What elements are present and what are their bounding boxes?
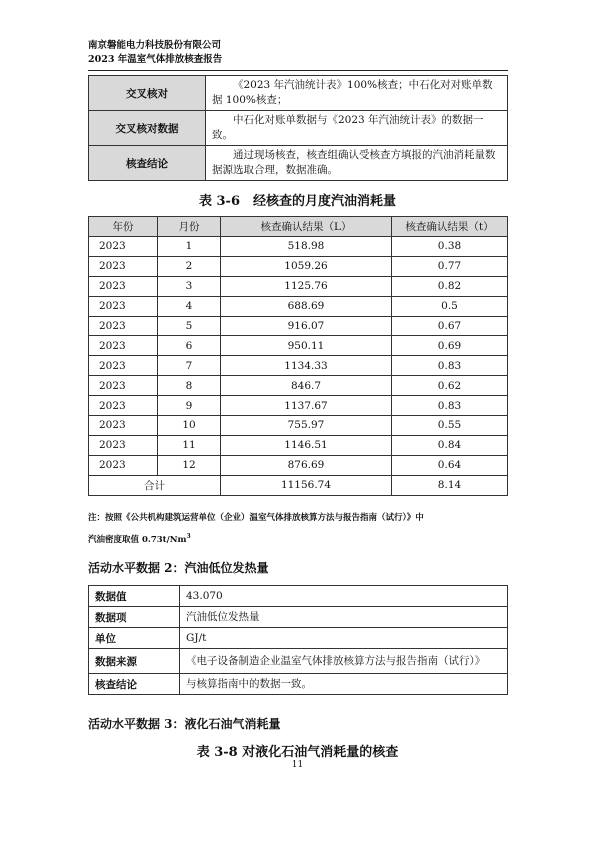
cell-month: 3	[158, 276, 221, 296]
monthly-gasoline-table	[88, 216, 508, 496]
cell-tons: 0.64	[392, 455, 508, 475]
row-value: 《电子设备制造企业温室气体排放核算方法与报告指南（试行）》	[180, 649, 508, 674]
total-liters: 11156.74	[221, 475, 392, 495]
table-row	[89, 455, 508, 475]
cell-tons: 0.69	[392, 336, 508, 356]
page-header	[88, 39, 508, 71]
row-key: 数据项	[89, 607, 180, 628]
cell-month: 9	[158, 396, 221, 416]
row-value: 与核算指南中的数据一致。	[180, 674, 508, 695]
company-name: 南京磐能电力科技股份有限公司	[88, 40, 222, 51]
table-3-6-caption: 表 3-6 经核查的月度汽油消耗量	[198, 194, 396, 209]
verification-table	[88, 75, 508, 181]
cell-year: 2023	[89, 455, 158, 475]
cell-year: 2023	[89, 336, 158, 356]
total-tons: 8.14	[392, 475, 508, 495]
table-header-row	[89, 217, 508, 237]
cell-month: 1	[158, 237, 221, 257]
row-key: 交叉核对	[89, 76, 206, 111]
cell-tons: 0.67	[392, 316, 508, 336]
cell-month: 12	[158, 455, 221, 475]
note-line-2	[88, 530, 518, 547]
row-value: 43.070	[180, 586, 508, 607]
table-note	[88, 511, 518, 547]
cell-liters: 1125.76	[221, 276, 392, 296]
table-row	[89, 649, 508, 674]
activity-2-title: 活动水平数据 2：汽油低位发热量	[88, 561, 269, 575]
total-row	[89, 475, 508, 495]
row-key: 核查结论	[89, 146, 206, 181]
table-row	[89, 336, 508, 356]
cell-liters: 950.11	[221, 336, 392, 356]
table-row	[89, 674, 508, 695]
row-key: 数据值	[89, 586, 180, 607]
table-row	[89, 316, 508, 336]
table-row	[89, 416, 508, 436]
row-value: 通过现场核查，核查组确认受核查方填报的汽油消耗量数据源选取合理，数据准确。	[206, 146, 508, 181]
total-label: 合计	[89, 475, 221, 495]
report-title: 2023 年温室气体排放核查报告	[88, 54, 223, 65]
cell-liters: 1146.51	[221, 435, 392, 455]
table-row	[89, 586, 508, 607]
cell-tons: 0.62	[392, 376, 508, 396]
cell-month: 7	[158, 356, 221, 376]
cell-year: 2023	[89, 396, 158, 416]
table-row	[89, 376, 508, 396]
row-value: 中石化对账单数据与《2023 年汽油统计表》的数据一致。	[206, 111, 508, 146]
cell-year: 2023	[89, 316, 158, 336]
cell-year: 2023	[89, 237, 158, 257]
table-row	[89, 111, 508, 146]
cell-month: 6	[158, 336, 221, 356]
activity-3-title: 活动水平数据 3：液化石油气消耗量	[88, 717, 281, 731]
cell-liters: 846.7	[221, 376, 392, 396]
header-liters: 核查确认结果（L）	[221, 217, 392, 237]
cell-month: 4	[158, 296, 221, 316]
table-row	[89, 146, 508, 181]
header-year: 年份	[89, 217, 158, 237]
table-row	[89, 435, 508, 455]
cell-liters: 1137.67	[221, 396, 392, 416]
row-key: 核查结论	[89, 674, 180, 695]
cell-month: 8	[158, 376, 221, 396]
row-value: 汽油低位发热量	[180, 607, 508, 628]
cell-month: 5	[158, 316, 221, 336]
cell-tons: 0.83	[392, 396, 508, 416]
page-number: 11	[291, 760, 304, 770]
cell-year: 2023	[89, 416, 158, 436]
cell-year: 2023	[89, 276, 158, 296]
table-row	[89, 76, 508, 111]
cell-liters: 916.07	[221, 316, 392, 336]
cell-tons: 0.77	[392, 256, 508, 276]
cell-liters: 518.98	[221, 237, 392, 257]
row-value: GJ/t	[180, 628, 508, 649]
note-superscript: 3	[186, 533, 191, 540]
row-value: 《2023 年汽油统计表》100%核查；中石化对对账单数据 100%核查；	[206, 76, 508, 111]
cell-tons: 0.83	[392, 356, 508, 376]
table-row	[89, 628, 508, 649]
table-row	[89, 276, 508, 296]
cell-liters: 688.69	[221, 296, 392, 316]
cell-year: 2023	[89, 435, 158, 455]
row-key: 单位	[89, 628, 180, 649]
table-row	[89, 396, 508, 416]
cell-year: 2023	[89, 256, 158, 276]
cell-month: 11	[158, 435, 221, 455]
cell-liters: 876.69	[221, 455, 392, 475]
row-key: 交叉核对数据	[89, 111, 206, 146]
cell-tons: 0.5	[392, 296, 508, 316]
row-key: 数据来源	[89, 649, 180, 674]
header-tons: 核查确认结果（t）	[392, 217, 508, 237]
cell-year: 2023	[89, 356, 158, 376]
table-row	[89, 256, 508, 276]
cell-tons: 0.55	[392, 416, 508, 436]
table-3-8-caption: 表 3-8 对液化石油气消耗量的核查	[196, 745, 399, 760]
cell-tons: 0.84	[392, 435, 508, 455]
table-row	[89, 296, 508, 316]
table-row	[89, 356, 508, 376]
heat-value-table	[88, 585, 508, 695]
note-density: 汽油密度取值 0.73t/Nm	[88, 534, 187, 545]
cell-year: 2023	[89, 376, 158, 396]
cell-month: 2	[158, 256, 221, 276]
cell-tons: 0.38	[392, 237, 508, 257]
cell-liters: 755.97	[221, 416, 392, 436]
cell-month: 10	[158, 416, 221, 436]
cell-year: 2023	[89, 296, 158, 316]
table-row	[89, 607, 508, 628]
table-row	[89, 237, 508, 257]
header-month: 月份	[158, 217, 221, 237]
cell-tons: 0.82	[392, 276, 508, 296]
note-line-1: 注：按照《公共机构建筑运营单位（企业）温室气体排放核算方法与报告指南（试行）》中	[88, 513, 424, 523]
cell-liters: 1134.33	[221, 356, 392, 376]
cell-liters: 1059.26	[221, 256, 392, 276]
